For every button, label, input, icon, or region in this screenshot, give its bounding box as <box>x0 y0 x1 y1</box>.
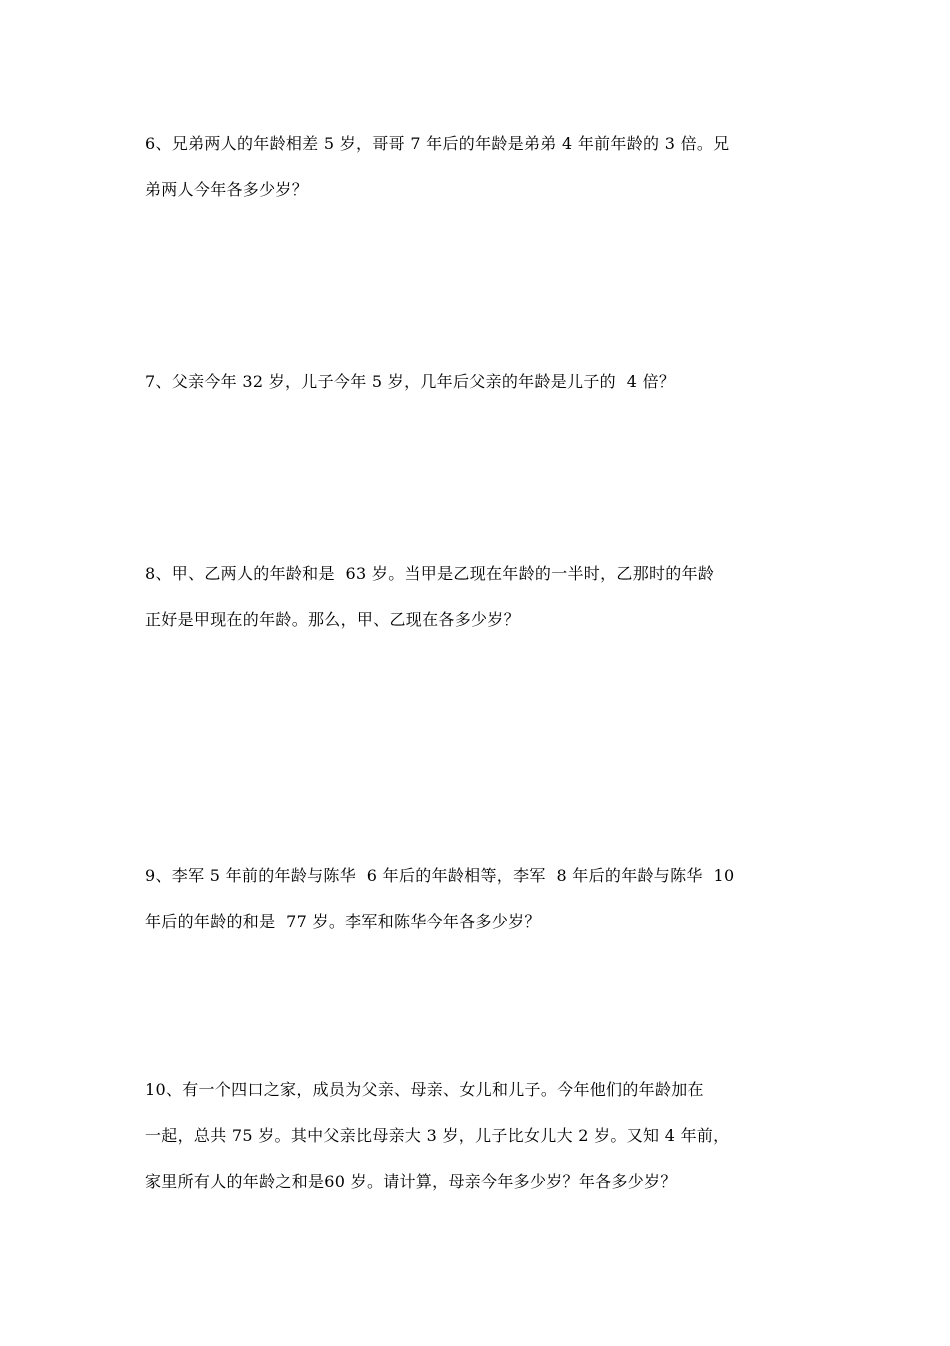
question-line: 10、有一个四口之家，成员为父亲、母亲、女儿和儿子。今年他们的年龄加在 <box>145 1080 704 1099</box>
question-line: 弟两人今年各多少岁？ <box>145 180 309 199</box>
question-line: 家里所有人的年龄之和是60 岁。请计算，母亲今年多少岁？年各多少岁？ <box>145 1172 677 1191</box>
question-line: 9、李军 5 年前的年龄与陈华 6 年后的年龄相等，李军 8 年后的年龄与陈华 10 <box>145 866 735 885</box>
question-line: 6、兄弟两人的年龄相差 5 岁，哥哥 7 年后的年龄是弟弟 4 年前年龄的 3 倍。兄 <box>145 134 730 153</box>
question-line: 年后的年龄的和是 77 岁。李军和陈华今年各多少岁？ <box>145 912 541 931</box>
question-line: 8、甲、乙两人的年龄和是 63 岁。当甲是乙现在年龄的一半时，乙那时的年龄 <box>145 564 715 583</box>
question-line: 一起，总共 75 岁。其中父亲比母亲大 3 岁，儿子比女儿大 2 岁。又知 4 年前， <box>145 1126 730 1145</box>
question-line: 7、父亲今年 32 岁，儿子今年 5 岁，几年后父亲的年龄是儿子的 4 倍？ <box>145 372 676 391</box>
question-line: 正好是甲现在的年龄。那么，甲、乙现在各多少岁？ <box>145 610 520 629</box>
